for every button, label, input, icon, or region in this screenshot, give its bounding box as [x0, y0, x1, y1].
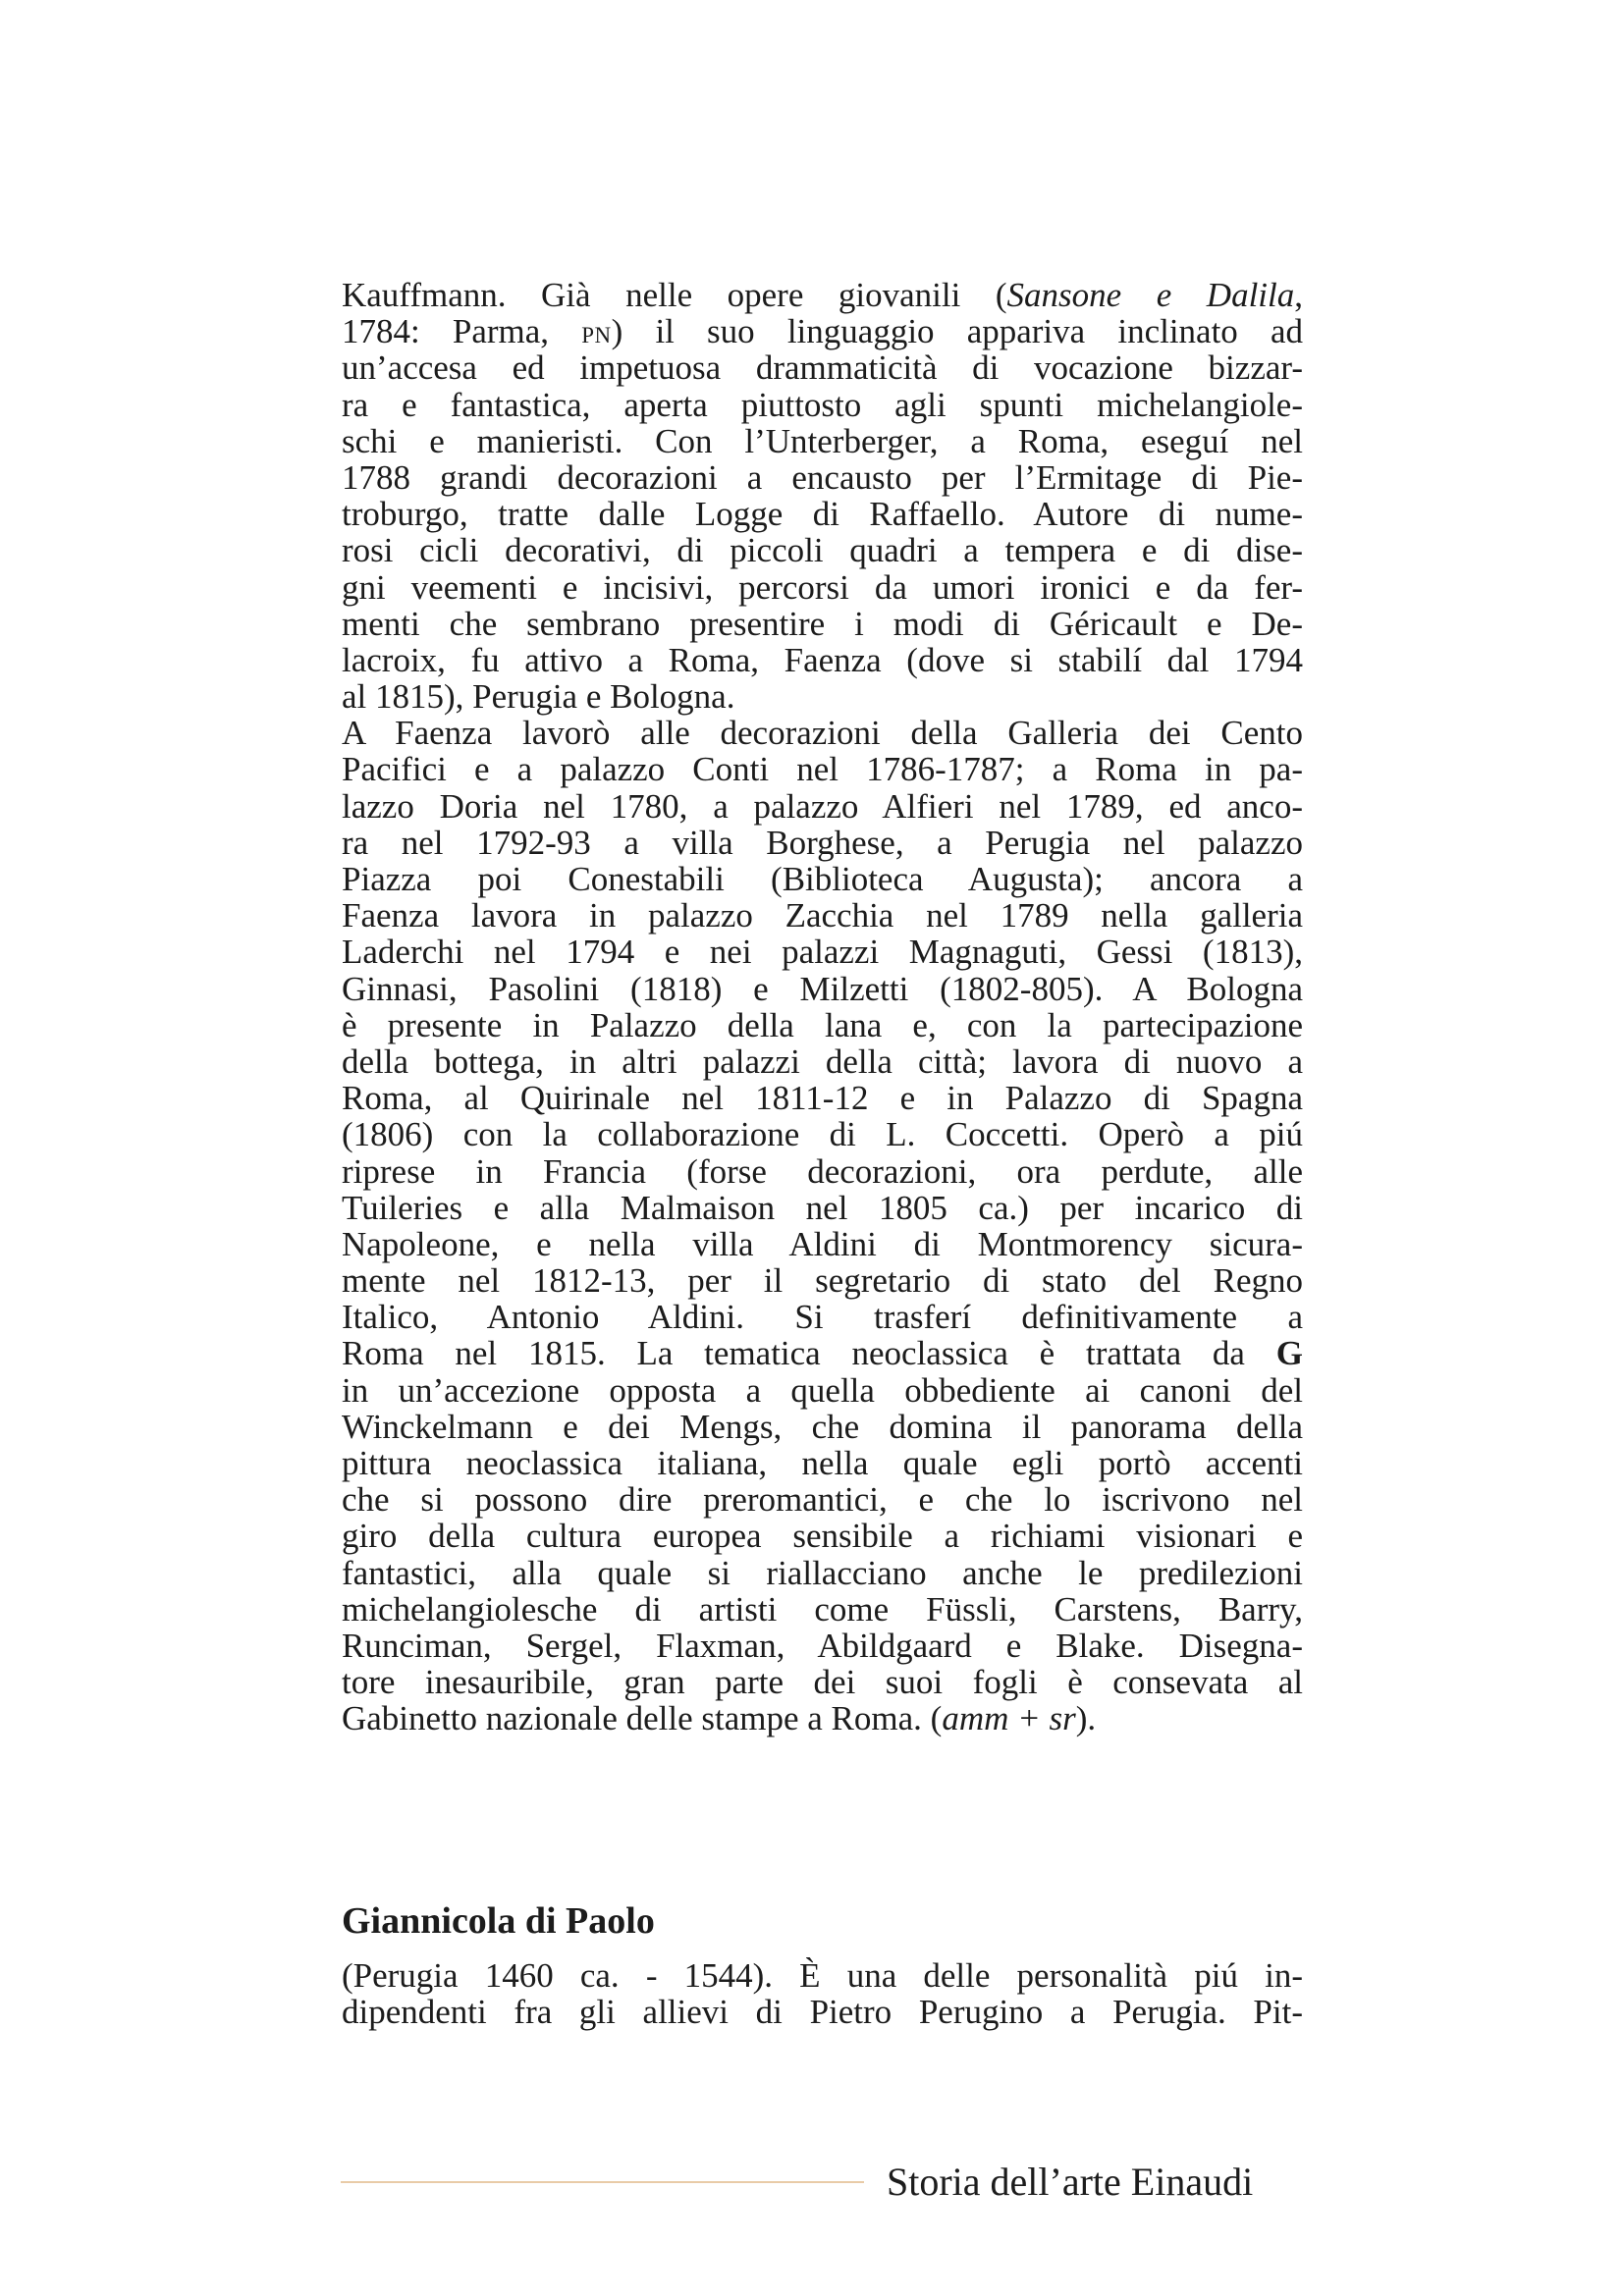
text-run: Tuileries e alla Malmaison nel 1805 ca.) per incarico di [342, 1188, 1303, 1227]
text-run: troburgo, tratte dalle Logge di Raffaello. Autore di nume- [342, 495, 1303, 534]
text-run: rosi cicli decorativi, di piccoli quadri a tempera e di dise- [342, 531, 1303, 570]
text-line [342, 897, 1303, 934]
text-line [342, 1080, 1303, 1116]
text-run: lazzo Doria nel 1780, a palazzo Alfieri nel 1789, ed anco- [342, 786, 1303, 826]
text-run: dipendenti fra gli allievi di Pietro Perugino a Perugia. Pit- [342, 1993, 1303, 2032]
text-line [342, 1628, 1303, 1664]
text-run: tore inesauribile, gran parte dei suoi fogli è consevata al [342, 1663, 1303, 1702]
text-line [342, 642, 1303, 678]
text-line [342, 1007, 1303, 1043]
text-line [342, 1335, 1303, 1371]
text-run: è presente in Palazzo della lana e, con la partecipazione [342, 1005, 1303, 1044]
text-run: pittura neoclassica italiana, nella quale egli portò accenti [342, 1444, 1303, 1482]
text-run: Ginnasi, Pasolini (1818) e Milzetti (1802-805). A Bologna [342, 969, 1303, 1008]
text-run: menti che sembrano presentire i modi di Géricault e De- [342, 604, 1303, 643]
entry-heading: Giannicola di Paolo [342, 1900, 655, 1942]
text-run: (Perugia 1460 ca. - 1544). È una delle personalità piú in- [342, 1956, 1303, 1995]
text-run: Roma, al Quirinale nel 1811-12 e in Palazzo di Spagna [342, 1079, 1303, 1118]
text-run: Faenza lavora in palazzo Zacchia nel 1789 nella galleria [342, 896, 1303, 935]
text-run: ra nel 1792-93 a villa Borghese, a Perugia nel palazzo [342, 823, 1303, 862]
text-line [342, 569, 1303, 606]
text-line [342, 1481, 1303, 1518]
text-line [342, 313, 1303, 349]
text-line [342, 1591, 1303, 1628]
text-run: Pacifici e a palazzo Conti nel 1786-1787; a Roma in pa- [342, 750, 1303, 789]
text-line [342, 788, 1303, 825]
text-run: ) il suo linguaggio appariva inclinato ad [611, 312, 1304, 351]
entry-body [342, 1957, 1303, 2030]
text-run: lacroix, fu attivo a Roma, Faenza (dove si stabilí dal 1794 [342, 640, 1303, 679]
text-line [342, 1555, 1303, 1591]
text-line [342, 387, 1303, 423]
text-line [342, 1445, 1303, 1481]
text-run: Winckelmann e dei Mengs, che domina il panorama della [342, 1407, 1303, 1446]
text-run: Roma nel 1815. La tematica neoclassica è trattata da [342, 1334, 1276, 1373]
text-line [342, 934, 1303, 970]
text-run: giro della cultura europea sensibile a richiami visionari e [342, 1517, 1303, 1556]
entry-text-continued [342, 277, 1303, 1737]
text-run: in un’accezione opposta a quella obbediente ai canoni del [342, 1370, 1303, 1410]
text-line [342, 678, 1303, 715]
text-line [342, 1664, 1303, 1700]
text-line [342, 1299, 1303, 1335]
footer-publisher: Storia dell’arte Einaudi [887, 2160, 1254, 2204]
text-run: Runciman, Sergel, Flaxman, Abildgaard e Blake. Disegna- [342, 1626, 1303, 1665]
text-run: Piazza poi Conestabili (Biblioteca Augusta); ancora a [342, 860, 1303, 898]
text-line [342, 861, 1303, 897]
text-line [342, 606, 1303, 642]
bold-text: G [1275, 1334, 1303, 1373]
text-line [342, 277, 1303, 313]
text-run: (1806) con la collaborazione di L. Coccetti. Operò a piú [342, 1115, 1303, 1154]
text-line [342, 1043, 1303, 1080]
italic-text: amm + sr [942, 1699, 1076, 1738]
text-run: Napoleone, e nella villa Aldini di Montmorency sicura- [342, 1224, 1303, 1263]
text-line [342, 532, 1303, 568]
text-run: 1784: Parma, [342, 312, 582, 351]
text-run: ). [1075, 1699, 1097, 1738]
text-line [342, 1957, 1303, 1994]
text-run: un’accesa ed impetuosa drammaticità di vocazione bizzar- [342, 348, 1303, 388]
text-line [342, 1372, 1303, 1409]
text-line [342, 1262, 1303, 1299]
text-run: gni veementi e incisivi, percorsi da umori ironici e da fer- [342, 567, 1303, 607]
text-run: della bottega, in altri palazzi della città; lavora di nuovo a [342, 1041, 1303, 1081]
text-run: Kauffmann. Già nelle opere giovanili ( [342, 276, 1007, 314]
text-run: , [1294, 276, 1303, 314]
text-line [342, 1190, 1303, 1226]
text-line [342, 349, 1303, 386]
text-line [342, 971, 1303, 1007]
text-line [342, 1116, 1303, 1152]
text-line [342, 496, 1303, 532]
text-line [342, 1153, 1303, 1190]
text-line [342, 1226, 1303, 1262]
text-run: che si possono dire preromantici, e che lo iscrivono nel [342, 1480, 1303, 1520]
text-run: schi e manieristi. Con l’Unterberger, a Roma, eseguí nel [342, 421, 1303, 460]
text-run: fantastici, alla quale si riallacciano anche le predilezioni [342, 1553, 1303, 1592]
text-line [342, 423, 1303, 459]
text-line [342, 1994, 1303, 2030]
text-line [342, 1700, 1303, 1736]
text-run: Laderchi nel 1794 e nei palazzi Magnaguti, Gessi (1813), [342, 933, 1303, 972]
text-run: A Faenza lavorò alle decorazioni della Galleria dei Cento [342, 714, 1303, 753]
text-run: 1788 grandi decorazioni a encausto per l’Ermitage di Pie- [342, 457, 1303, 497]
text-run: Italico, Antonio Aldini. Si trasferí definitivamente a [342, 1298, 1303, 1337]
text-line [342, 1409, 1303, 1445]
footer-rule [341, 2181, 864, 2183]
text-run: riprese in Francia (forse decorazioni, ora perdute, alle [342, 1151, 1303, 1191]
dictionary-entry [342, 1898, 1303, 2030]
text-line [342, 751, 1303, 787]
text-run: mente nel 1812-13, per il segretario di stato del Regno [342, 1261, 1303, 1301]
text-run: Gabinetto nazionale delle stampe a Roma. ( [342, 1699, 943, 1738]
text-run: michelangiolesche di artisti come Füssli, Carstens, Barry, [342, 1589, 1303, 1629]
text-line [342, 825, 1303, 861]
text-line [342, 715, 1303, 751]
italic-text: Sansone e Dalila [1006, 276, 1295, 314]
abbreviation-text: pn [581, 314, 612, 350]
text-line [342, 1518, 1303, 1554]
text-line [342, 459, 1303, 496]
text-run: ra e fantastica, aperta piuttosto agli spunti michelangiole- [342, 385, 1303, 424]
text-run: al 1815), Perugia e Bologna. [342, 677, 735, 717]
